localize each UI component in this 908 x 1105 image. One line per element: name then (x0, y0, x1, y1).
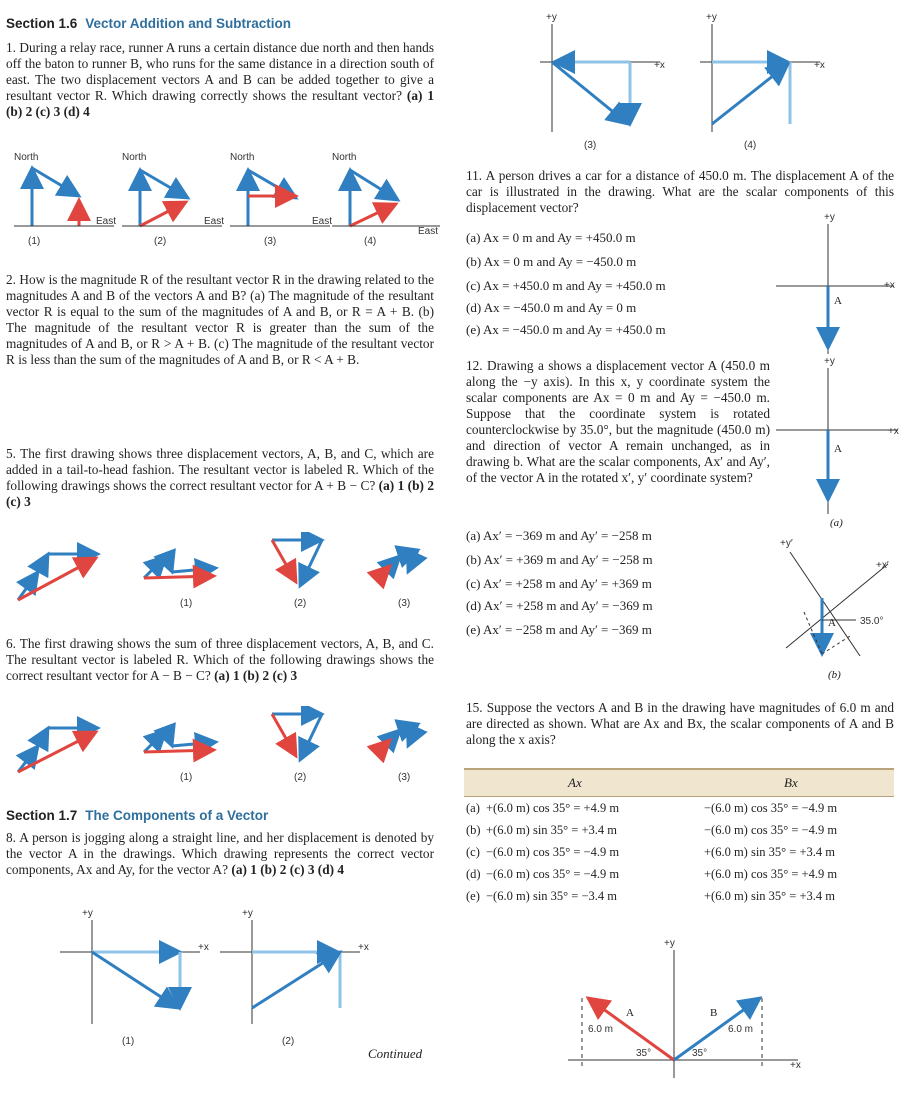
q11-option-a: (a) Ax = 0 m and Ay = +450.0 m (466, 230, 636, 245)
question-11-text: 11. A person drives a car for a distance of 450.0 m. The displacement A of the car is illustrated in the drawing. What are the scalar components of this displacement vector? (466, 168, 894, 215)
fig-number: (2) (294, 598, 307, 609)
fig-number: (1) (28, 236, 41, 247)
fig-number: (2) (294, 772, 307, 783)
axis-x-label: +x (654, 60, 665, 71)
axis-xp-label: +x′ (876, 560, 889, 571)
fig-number: (3) (398, 598, 411, 609)
vector-a-label: A (626, 1007, 634, 1019)
fig-number: (4) (744, 140, 757, 151)
axis-y-label: +y (824, 356, 835, 367)
axis-x-label: +x (884, 280, 895, 291)
question-8-figures-right (540, 8, 880, 154)
q1-fig-1 (14, 152, 116, 247)
question-8-figures-left (60, 904, 380, 1054)
angle-b-label: 35° (692, 1048, 708, 1059)
table-row (464, 863, 894, 885)
question-6-answers: (a) 1 (b) 2 (c) 3 (214, 668, 298, 683)
q12-option-c: (c) Ax′ = +258 m and Ay′ = +369 m (466, 576, 652, 591)
q11-option-d: (d) Ax = −450.0 m and Ay = 0 m (466, 300, 637, 315)
section-title: Vector Addition and Subtraction (85, 16, 292, 31)
q1-fig-3 (230, 152, 332, 247)
q5-fig-2 (272, 540, 322, 609)
question-12 (466, 358, 770, 486)
row-ax: +(6.0 m) sin 35° = +3.4 m (486, 823, 618, 837)
q6-fig-1 (144, 730, 216, 783)
fig-number: (1) (180, 772, 193, 783)
question-15-text: 15. Suppose the vectors A and B in the drawing have magnitudes of 6.0 m and are directed as shown. What are Ax and Bx, the scalar components of A and B along the x axis? (466, 700, 894, 747)
row-bx: +(6.0 m) sin 35° = +3.4 m (704, 889, 836, 903)
east-label: East (312, 216, 333, 227)
q15-table-header (464, 768, 894, 797)
row-key: (c) (466, 845, 480, 859)
q5-fig-3 (378, 550, 418, 609)
fig-number: (1) (122, 1036, 135, 1047)
fig-number: (3) (398, 772, 411, 783)
row-ax: −(6.0 m) sin 35° = −3.4 m (486, 889, 618, 903)
table-row (464, 819, 894, 841)
axis-x-label: +x (888, 426, 899, 437)
axis-x-label: +x (358, 942, 369, 953)
q11-option-c: (c) Ax = +450.0 m and Ay = +450.0 m (466, 278, 666, 293)
q1-fig-2 (122, 152, 224, 247)
q12-option-a: (a) Ax′ = −369 m and Ay′ = −258 m (466, 528, 652, 543)
question-8 (6, 830, 434, 878)
question-1 (6, 40, 434, 120)
north-label: North (14, 152, 39, 163)
question-8-text: 8. A person is jogging along a straight line, and her displacement is denoted by the vector A in the drawings. Which drawing represents the correct vector components, Ax and Ay, for the vector A? (6, 830, 434, 877)
q12-fig-a (776, 356, 899, 529)
section-1-6-heading (6, 16, 291, 31)
q12-option-b: (b) Ax′ = +369 m and Ay′ = −258 m (466, 552, 653, 567)
fig-b-label: (b) (828, 669, 841, 681)
q8-fig-4 (700, 12, 825, 151)
axis-x-label: +x (198, 942, 209, 953)
question-15 (466, 700, 894, 748)
q15-table (464, 768, 894, 907)
axis-y-label: +y (664, 938, 675, 949)
q8-fig-2 (220, 908, 369, 1047)
axis-x-label: +x (814, 60, 825, 71)
continued-label: Continued (368, 1046, 423, 1061)
question-5-text: 5. The first drawing shows three displacement vectors, A, B, and C, which are added in a tail-to-head fashion. The resultant vector is labeled R. Which of the following drawings shows the correct resultant vector for A + B − C? (6, 446, 434, 493)
fig-number: (1) (180, 598, 193, 609)
section-title: The Components of a Vector (85, 808, 269, 823)
q6-fig-3 (378, 724, 418, 783)
q5-fig-1 (144, 556, 216, 609)
angle-label: 35.0° (860, 616, 884, 627)
section-1-7-heading (6, 808, 268, 823)
question-5-answers: (a) 1 (b) 2 (c) 3 (6, 478, 434, 509)
question-2 (6, 272, 434, 368)
vector-b-label: B (710, 1007, 718, 1019)
q12-figures (776, 354, 906, 684)
east-label: East (418, 226, 439, 237)
east-label: East (204, 216, 225, 227)
axis-y-label: +y (546, 12, 557, 23)
axis-y-label: +y (706, 12, 717, 23)
q11-figure (776, 208, 902, 358)
q6-fig-2 (272, 714, 322, 783)
q11-option-b: (b) Ax = 0 m and Ay = −450.0 m (466, 254, 637, 269)
fig-number: (4) (364, 236, 377, 247)
question-6 (6, 636, 434, 684)
vector-a-label: A (828, 617, 836, 629)
fig-number: (3) (264, 236, 277, 247)
fig-number: (2) (154, 236, 167, 247)
question-6-figures (8, 706, 438, 788)
q12-option-d: (d) Ax′ = +258 m and Ay′ = −369 m (466, 598, 653, 613)
east-label: East (96, 216, 117, 227)
row-ax: −(6.0 m) cos 35° = −4.9 m (486, 867, 620, 881)
section-number: Section 1.6 (6, 16, 78, 31)
q11-option-e: (e) Ax = −450.0 m and Ay = +450.0 m (466, 322, 666, 337)
axis-y-label: +y (824, 212, 835, 223)
row-key: (b) (466, 823, 481, 837)
table-row (464, 841, 894, 863)
row-key: (e) (466, 889, 480, 903)
question-8-answers: (a) 1 (b) 2 (c) 3 (d) 4 (231, 862, 345, 877)
row-bx: −(6.0 m) cos 35° = −4.9 m (704, 801, 838, 815)
section-number: Section 1.7 (6, 808, 78, 823)
q1-fig-4 (332, 152, 440, 247)
magnitude-a-label: 6.0 m (588, 1024, 614, 1035)
north-label: North (332, 152, 357, 163)
table-row (464, 797, 894, 819)
q15-figure (568, 934, 818, 1084)
question-2-text: 2. How is the magnitude R of the resultant vector R in the drawing related to the magnitudes A and B of the vectors A and B? (a) The magnitude of the resultant vector R is equal to the sum of the magnitudes of A and B, or R = A + B. (b) The magnitude of the resultant vector R is greater than the sum of the magnitudes of A and B, or R > A + B. (c) The magnitude of the resultant vector R is less than the sum of the magnitudes of A and B, or R < A + B. (6, 272, 434, 367)
question-12-text: 12. Drawing a shows a displacement vector A (450.0 m along the −y axis). In this x, y coordinate system the scalar components are Ax = 0 m and Ay = −450.0 m. Suppose that the coordinate system is rotated counterclockwise by 35.0°, but the magnitude (450.0 m) and direction of vector A remain unchanged, as in drawing b. What are the scalar components, Ax′ and Ay′, of the vector A in the rotated x′, y′ coordinate system? (466, 358, 770, 485)
axis-y-label: +y (82, 908, 93, 919)
axis-x-label: +x (790, 1060, 801, 1071)
fig-number: (3) (584, 140, 597, 151)
angle-a-label: 35° (636, 1048, 652, 1059)
row-bx: +(6.0 m) sin 35° = +3.4 m (704, 845, 836, 859)
question-1-figures (4, 148, 444, 252)
fig-number: (2) (282, 1036, 295, 1047)
q12-fig-b (780, 538, 889, 681)
vector-a-label: A (834, 295, 842, 307)
question-1-answers: (a) 1 (b) 2 (c) 3 (d) 4 (6, 88, 435, 119)
axis-y-label: +y (242, 908, 253, 919)
table-row (464, 885, 894, 907)
row-bx: +(6.0 m) cos 35° = +4.9 m (704, 867, 838, 881)
q8-fig-1 (60, 908, 209, 1047)
q5-fig-0 (18, 554, 98, 600)
north-label: North (122, 152, 147, 163)
col-ax: Ax (568, 775, 582, 790)
row-bx: −(6.0 m) cos 35° = −4.9 m (704, 823, 838, 837)
q12-option-e: (e) Ax′ = −258 m and Ay′ = −369 m (466, 622, 652, 637)
fig-a-label: (a) (830, 517, 843, 529)
north-label: North (230, 152, 255, 163)
row-key: (d) (466, 867, 481, 881)
question-5-figures (8, 532, 438, 614)
question-6-text: 6. The first drawing shows the sum of three displacement vectors, A, B, and C. The resultant vector is labeled R. Which of the following drawings shows the correct resultant vector for A − B − C? (6, 636, 434, 683)
row-ax: −(6.0 m) cos 35° = −4.9 m (486, 845, 620, 859)
magnitude-b-label: 6.0 m (728, 1024, 754, 1035)
q8-fig-3 (540, 12, 665, 151)
axis-yp-label: +y′ (780, 538, 793, 549)
row-ax: +(6.0 m) cos 35° = +4.9 m (486, 801, 620, 815)
q6-fig-0 (18, 728, 98, 772)
row-key: (a) (466, 801, 480, 815)
question-1-text: 1. During a relay race, runner A runs a certain distance due north and then hands off the baton to runner B, who runs for the same distance in a direction south of east. The two displacement vectors A and B can be added together to give a resultant vector R. Which drawing correctly shows the resultant vector? (6, 40, 434, 103)
col-bx: Bx (784, 775, 798, 790)
question-5 (6, 446, 434, 510)
vector-a-label: A (834, 443, 842, 455)
